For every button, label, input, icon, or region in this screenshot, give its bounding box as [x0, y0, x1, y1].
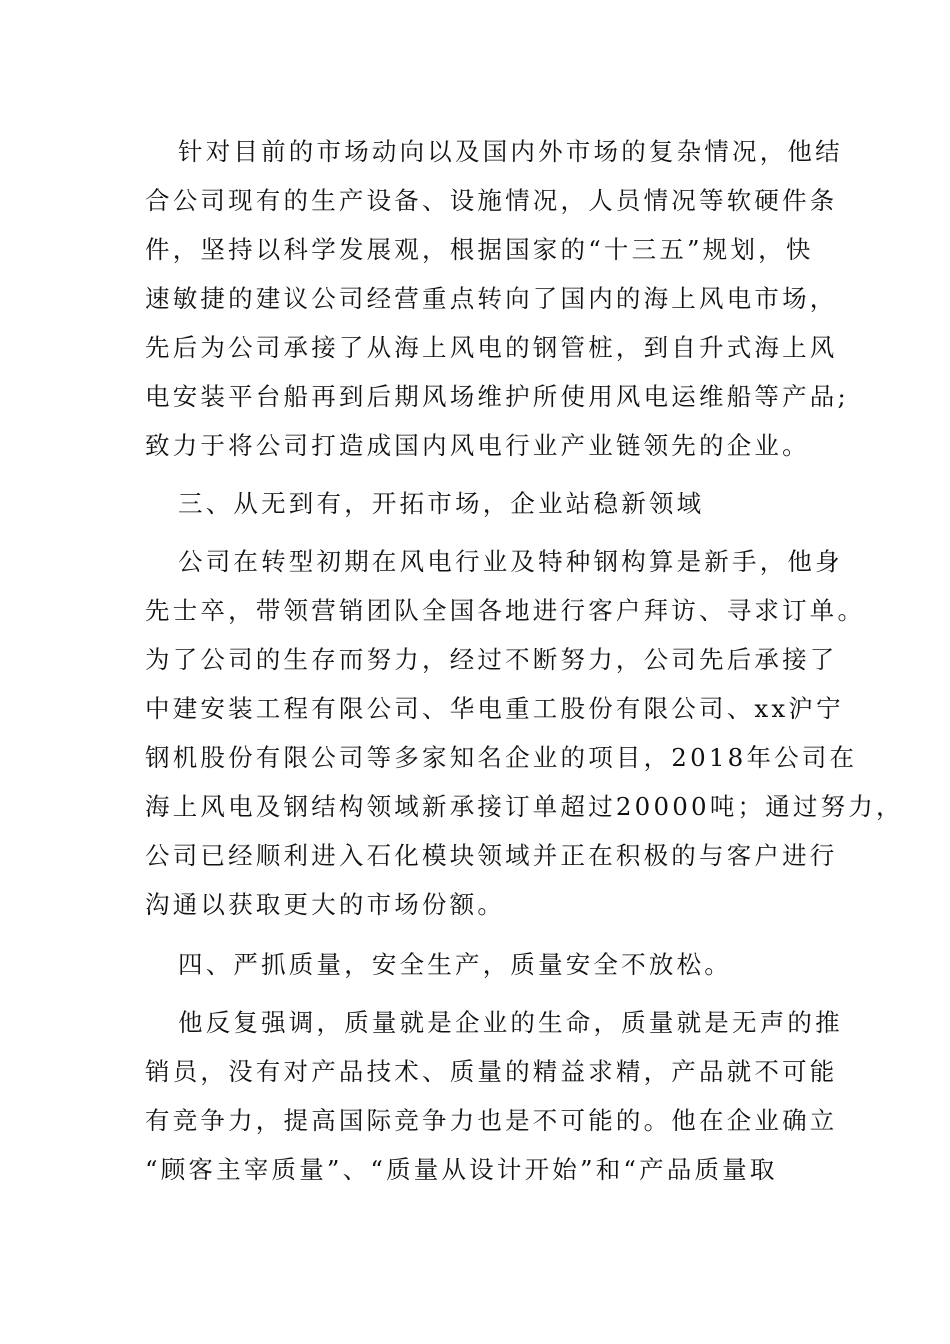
text-line: 合公司现有的生产设备、设施情况，人员情况等软硬件条: [145, 186, 838, 215]
text-line: 中建安装工程有限公司、华电重工股份有限公司、xx沪宁: [145, 694, 844, 723]
text-line: 沟通以获取更大的市场份额。: [145, 890, 506, 919]
text-line: 件，坚持以科学发展观，根据国家的“十三五”规划，快: [145, 235, 814, 264]
text-line: 他反复强调，质量就是企业的生命，质量就是无声的推: [178, 1008, 843, 1037]
text-line: 公司在转型初期在风电行业及特种钢构算是新手，他身: [178, 547, 843, 576]
text-line: 针对目前的市场动向以及国内外市场的复杂情况，他结: [178, 137, 843, 166]
text-line: 有竞争力，提高国际竞争力也是不可能的。他在企业确立: [145, 1106, 838, 1135]
text-line: 电安装平台船再到后期风场维护所使用风电运维船等产品;: [145, 382, 849, 411]
section-heading: 四、严抓质量，安全生产，质量安全不放松。: [178, 950, 732, 979]
text-line: 钢机股份有限公司等多家知名企业的项目，2018年公司在: [145, 743, 858, 772]
text-line: 致力于将公司打造成国内风电行业产业链领先的企业。: [145, 431, 810, 460]
text-line: 销员，没有对产品技术、质量的精益求精，产品就不可能: [145, 1057, 838, 1086]
text-line: 先后为公司承接了从海上风电的钢管桩，到自升式海上风: [145, 333, 838, 362]
text-line: 为了公司的生存而努力，经过不断努力，公司先后承接了: [145, 645, 838, 674]
text-line: 公司已经顺利进入石化模块领域并正在积极的与客户进行: [145, 841, 838, 870]
text-line: “顾客主宰质量”、“质量从设计开始”和“产品质量取: [145, 1155, 778, 1184]
text-line: 海上风电及钢结构领域新承接订单超过20000吨；通过努力，: [145, 792, 904, 821]
section-heading: 三、从无到有，开拓市场，企业站稳新领域: [178, 489, 705, 518]
text-line: 速敏捷的建议公司经营重点转向了国内的海上风电市场，: [145, 284, 838, 313]
text-line: 先士卒，带领营销团队全国各地进行客户拜访、寻求订单。: [145, 596, 866, 625]
